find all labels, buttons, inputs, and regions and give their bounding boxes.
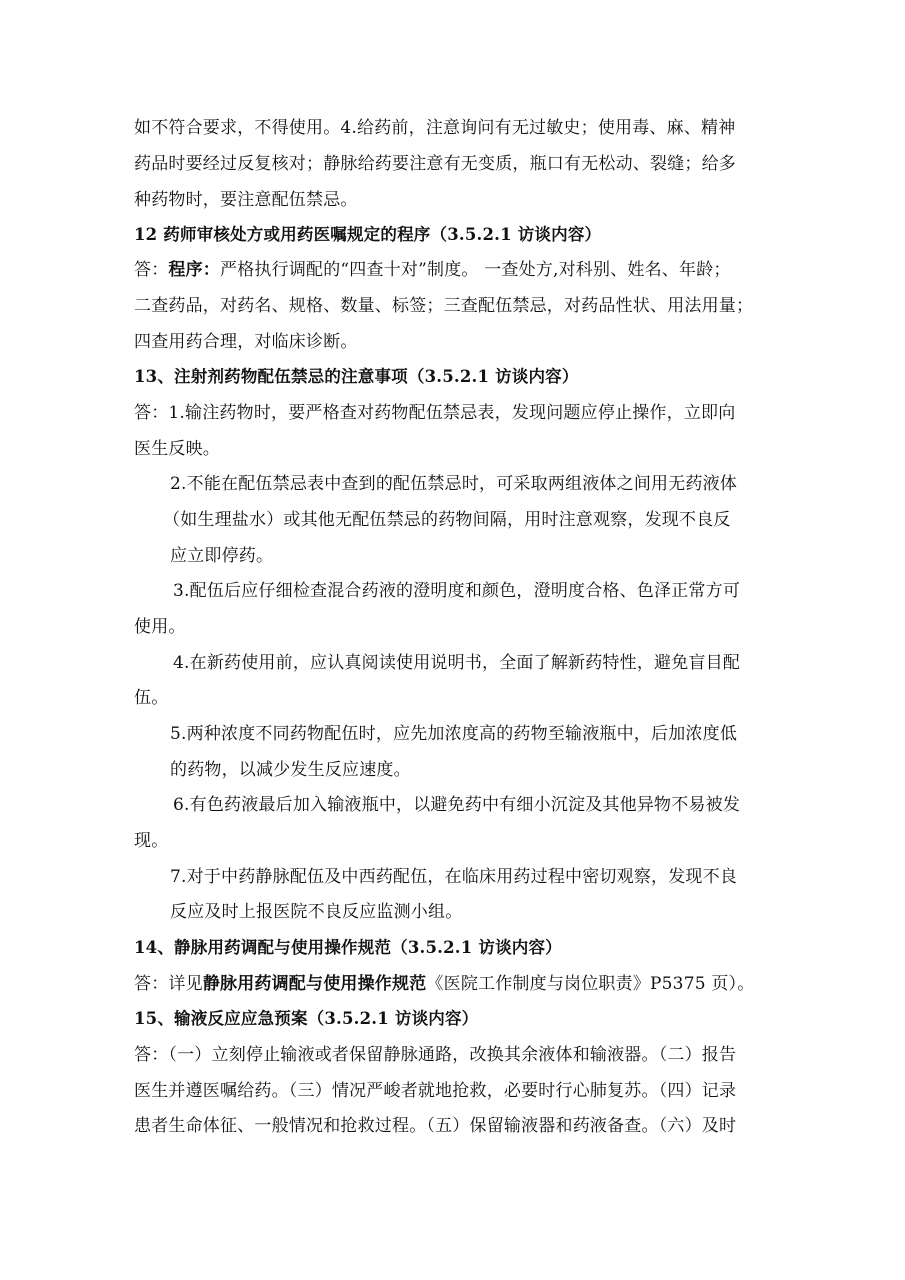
paragraph-line xyxy=(134,973,754,995)
list-item-line: 3.配伍后应仔细检查混合药液的澄明度和颜色，澄明度合格、色泽正常方可 xyxy=(173,581,741,601)
list-item-line: 的药物，以减少发生反应速度。 xyxy=(170,760,411,780)
paragraph-line: 答：1.输注药物时，要严格查对药物配伍禁忌表，发现问题应停止操作，立即向 xyxy=(134,403,736,423)
heading-title: 12 药师审核处方或用药医嘱规定的程序 xyxy=(134,225,431,244)
list-item-line: 4.在新药使用前，应认真阅读使用说明书，全面了解新药特性，避免盲目配 xyxy=(173,653,741,673)
list-item-line: 应立即停药。 xyxy=(170,546,274,566)
heading-reference: （3.5.2.1 访谈内容） xyxy=(391,938,562,957)
list-item-line: 7.对于中药静脉配伍及中西药配伍，在临床用药过程中密切观察，发现不良 xyxy=(170,867,738,887)
paragraph-line: 药品时要经过反复核对；静脉给药要注意有无变质，瓶口有无松动、裂缝；给多 xyxy=(134,154,736,174)
list-item-line: 使用。 xyxy=(134,617,186,637)
heading-reference: （3.5.2.1 访谈内容） xyxy=(407,367,579,386)
list-item-line: 反应及时上报医院不良反应监测小组。 xyxy=(170,902,463,922)
list-item-line: 现。 xyxy=(134,831,169,851)
list-item-line: 2.不能在配伍禁忌表中查到的配伍禁忌时，可采取两组液体之间用无药液体 xyxy=(170,474,738,494)
section-heading-13 xyxy=(134,366,579,388)
paragraph-line: 患者生命体征、一般情况和抢救过程。（五）保留输液器和药液备查。（六）及时 xyxy=(134,1116,737,1136)
list-item-line: 6.有色药液最后加入输液瓶中，以避免药中有细小沉淀及其他异物不易被发 xyxy=(173,795,741,815)
list-item-line: 伍。 xyxy=(134,688,169,708)
bold-term: 静脉用药调配与使用操作规范 xyxy=(202,974,427,994)
paragraph-line: 四查用药合理，对临床诊断。 xyxy=(134,332,358,352)
paragraph-line: 如不符合要求，不得使用。4.给药前，注意询问有无过敏史；使用毒、麻、精神 xyxy=(134,118,736,138)
answer-text: 《医院工作制度与岗位职责》P5375 页）。 xyxy=(426,974,755,994)
heading-reference: （3.5.2.1 访谈内容） xyxy=(307,1009,479,1028)
heading-title: 15、输液反应应急预案 xyxy=(134,1009,308,1028)
answer-prefix: 答：详见 xyxy=(134,974,203,994)
section-heading-15 xyxy=(134,1008,478,1030)
paragraph-line: 答：（一）立刻停止输液或者保留静脉通路，改换其余液体和输液器。（二）报告 xyxy=(134,1045,737,1065)
heading-title: 13、注射剂药物配伍禁忌的注意事项 xyxy=(134,367,408,386)
bold-term: 程序： xyxy=(168,260,221,280)
answer-text: 严格执行调配的“四查十对”制度。 一查处方,对科别、姓名、年龄； xyxy=(220,260,731,280)
paragraph-line xyxy=(134,259,731,281)
answer-prefix: 答： xyxy=(134,260,169,280)
section-heading-14 xyxy=(134,937,562,959)
heading-title: 14、静脉用药调配与使用操作规范 xyxy=(134,938,392,957)
section-heading-12 xyxy=(134,224,601,246)
paragraph-line: 二查药品，对药名、规格、数量、标签；三查配伍禁忌，对药品性状、用法用量； xyxy=(134,296,754,316)
list-item-line: （如生理盐水）或其他无配伍禁忌的药物间隔，用时注意观察，发现不良反 xyxy=(163,510,731,530)
heading-reference: （3.5.2.1 访谈内容） xyxy=(430,225,602,244)
paragraph-line: 医生反映。 xyxy=(134,439,220,459)
paragraph-line: 种药物时，要注意配伍禁忌。 xyxy=(134,190,358,210)
list-item-line: 5.两种浓度不同药物配伍时，应先加浓度高的药物至输液瓶中，后加浓度低 xyxy=(170,724,738,744)
paragraph-line: 医生并遵医嘱给药。（三）情况严峻者就地抢救，必要时行心肺复苏。（四）记录 xyxy=(134,1081,737,1101)
